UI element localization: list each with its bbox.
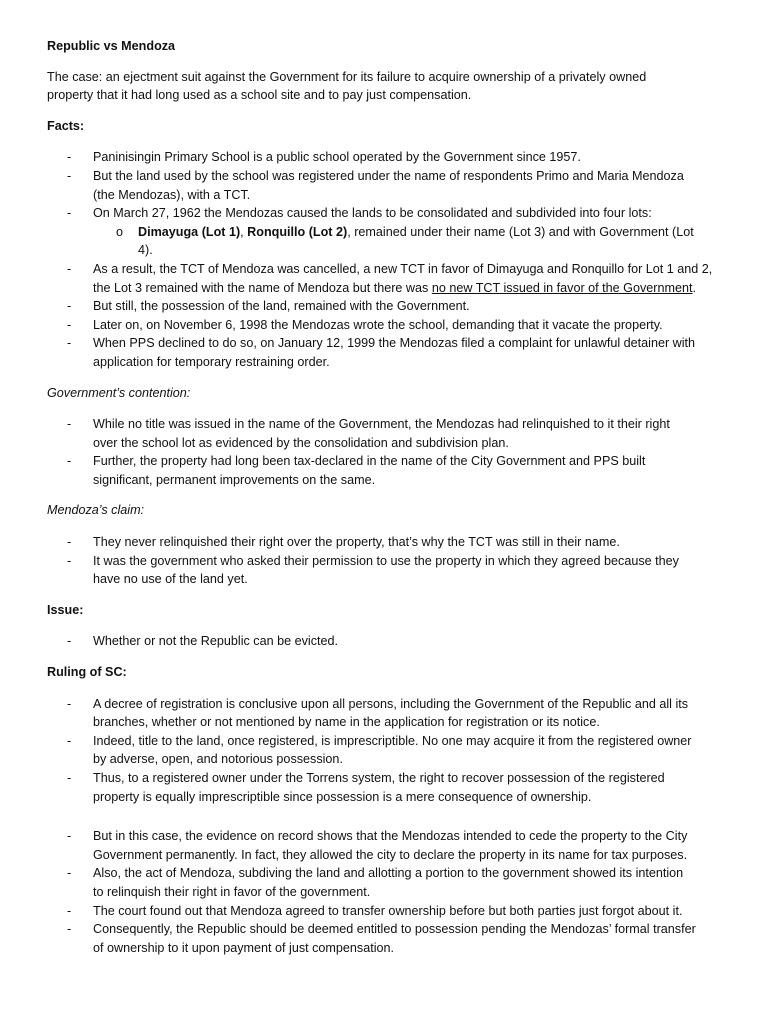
dash-bullet: - [67,866,72,881]
mendoza-list [47,533,727,589]
facts-subitem: o Dimayuga (Lot 1), Ronquillo (Lot 2), remained under their name (Lot 3) and with Government (Lot 4). [116,224,694,258]
ruling-item-2: - Indeed, title to the land, once registered, is imprescriptible. No one may acquire it from the registered owner by adverse, open, and notorious possession. [67,733,692,767]
dash-bullet: - [67,733,72,748]
ruling-item-3: - Thus, to a registered owner under the Torrens system, the right to recover possession of the registered property is equally imprescriptible since possession is a mere consequence of ownership. [67,771,665,804]
dash-bullet: - [67,454,72,469]
facts-heading: Facts: [47,118,85,133]
ruling-list-a [47,695,727,807]
dash-bullet: - [67,553,72,568]
document-page [47,37,727,957]
dash-bullet: - [67,696,72,711]
government-heading: Government’s contention: [47,385,191,400]
ruling-heading: Ruling of SC: [47,665,127,680]
underlined-text: no new TCT issued in favor of the Government [431,280,693,295]
facts-list-continued [47,260,727,372]
ruling-item-4: - But in this case, the evidence on record shows that the Mendozas intended to cede the property to the City Government permanently. In fact, they allowed the city to declare the property in its name for tax purposes. [67,829,688,862]
case-intro-line-2: property that it had long used as a school site and to pay just compensation. [47,88,472,103]
ruling-item-7: - Consequently, the Republic should be deemed entitled to possession pending the Mendozas’ formal transfer of ownership to it upon payment of just compensation. [67,922,696,955]
dash-bullet: - [67,771,72,785]
issue-heading: Issue: [47,602,84,617]
ruling-item-5: - Also, the act of Mendoza, subdiving the land and allotting a portion to the government showed its intention to relinquish their right in favor of the government. [67,866,684,899]
issue-list [47,632,727,651]
ruling-list-b [47,827,727,957]
dash-bullet: - [67,903,72,918]
dash-bullet: - [67,922,72,937]
mendoza-item-1: - They never relinquished their right over the property, that’s why the TCT was still in their name. [47,533,727,552]
dash-bullet: - [67,150,72,165]
facts-item-4: - As a result, the TCT of Mendoza was cancelled, a new TCT in favor of Dimayuga and Ronquillo for Lot 1 and 2, the Lot 3 remained with the name of Mendoza but there was no new TCT issued in favor of the Government. [67,261,713,295]
dash-bullet: - [67,168,72,183]
ruling-item-6: - The court found out that Mendoza agreed to transfer ownership before but both parties just forgot about it. [47,902,727,921]
dash-bullet: - [67,261,72,276]
facts-sublist [47,223,727,260]
facts-item-2: - But the land used by the school was registered under the name of respondents Primo and Maria Mendoza (the Mendozas), with a TCT. [67,168,684,202]
facts-item-7: - When PPS declined to do so, on January 12, 1999 the Mendozas filed a complaint for unlawful detainer with application for temporary restraining order. [67,336,696,369]
ruling-item-1: - A decree of registration is conclusive upon all persons, including the Government of the Republic and all its branches, whether or not mentioned by name in the application for registration or its notice. [67,696,689,730]
dash-bullet: - [67,535,72,550]
dash-bullet: - [67,829,72,844]
issue-item-1: - Whether or not the Republic can be evicted. [47,632,727,651]
facts-item-3: - On March 27, 1962 the Mendozas caused the lands to be consolidated and subdivided into four lots: [47,204,727,223]
lot2-name: Ronquillo (Lot 2) [247,224,348,239]
government-list [47,415,727,489]
case-intro-line-1: The case: an ejectment suit against the Government for its failure to acquire ownership of a privately owned [47,69,647,84]
dash-bullet: - [67,336,72,351]
facts-list [47,148,727,222]
facts-item-6: - Later on, on November 6, 1998 the Mendozas wrote the school, demanding that it vacate the property. [47,316,727,335]
dash-bullet: - [67,206,72,221]
government-item-1: - While no title was issued in the name of the Government, the Mendozas had relinquished to it their right over the school lot as evidenced by the consolidation and subdivision plan. [67,417,670,450]
document-title: Republic vs Mendoza [47,39,176,53]
dash-bullet: - [67,634,72,649]
dash-bullet: - [67,417,72,432]
dash-bullet: - [67,317,72,332]
circle-bullet: o [116,224,124,239]
facts-item-5: - But still, the possession of the land, remained with the Government. [47,297,727,316]
lot1-name: Dimayuga (Lot 1) [138,224,241,239]
government-item-2: - Further, the property had long been tax-declared in the name of the City Government and PPS built significant, permanent improvements on the same. [67,454,646,487]
mendoza-item-2: - It was the government who asked their permission to use the property in which they agreed because they have no use of the land yet. [67,553,679,587]
dash-bullet: - [67,299,72,314]
facts-item-1: - Paninisingin Primary School is a public school operated by the Government since 1957. [47,148,727,167]
mendoza-heading: Mendoza’s claim: [47,503,145,518]
